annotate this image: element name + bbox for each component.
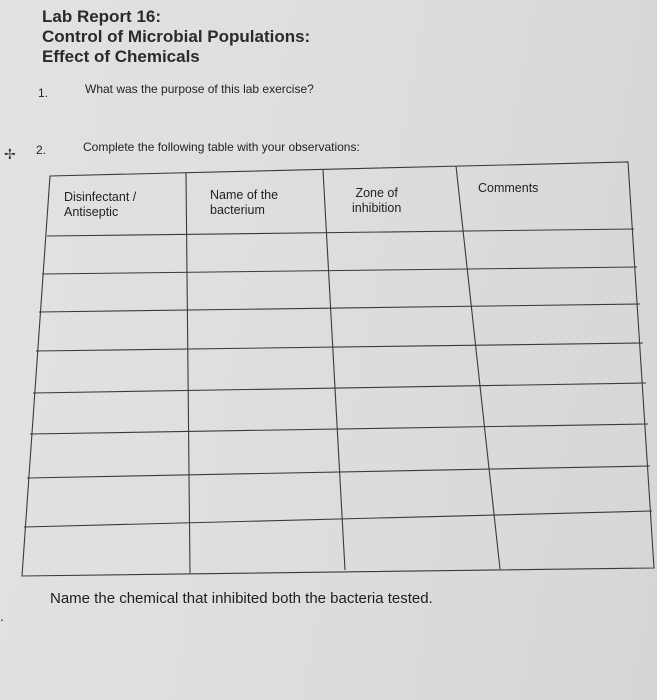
header-bacterium-line1: Name of the [210,188,279,202]
question-2-text: Complete the following table with your observations: [83,140,360,154]
row-line-5 [30,424,648,434]
header-zone-line1: Zone of [355,186,398,200]
header-disinfectant-line2: Antiseptic [64,205,119,219]
header-comments-line1: Comments [478,181,539,195]
header-disinfectant [64,190,136,220]
report-title: Lab Report 16: [42,7,162,26]
column-divider-1 [186,173,190,573]
row-line-3 [36,343,643,351]
row-line-4 [33,383,646,393]
header-disinfectant-line1: Disinfectant / [64,190,137,204]
header-zone-line2: inhibition [352,201,402,215]
report-subtitle: Control of Microbial Populations: [42,27,311,46]
question-1-number: 1. [38,86,49,100]
header-bacterium-line2: bacterium [210,203,265,217]
row-line-7 [24,511,652,527]
question-2-number: 2. [36,143,47,157]
row-line-2 [39,304,640,312]
header-zone [352,186,401,216]
row-line-6 [27,466,650,478]
row-line-header [47,229,634,236]
column-divider-2 [323,170,345,570]
header-comments [478,181,538,196]
question-3-text: Name the chemical that inhibited both the bacteria tested. [50,590,433,607]
report-section-title: Effect of Chemicals [42,47,200,66]
column-divider-3 [456,166,500,569]
question-1-text: What was the purpose of this lab exercise? [85,82,314,96]
row-line-1 [42,267,637,274]
header-bacterium [210,188,278,218]
margin-asterisk-mark: ✢ [4,146,16,162]
bottom-bullet: . [0,608,4,624]
